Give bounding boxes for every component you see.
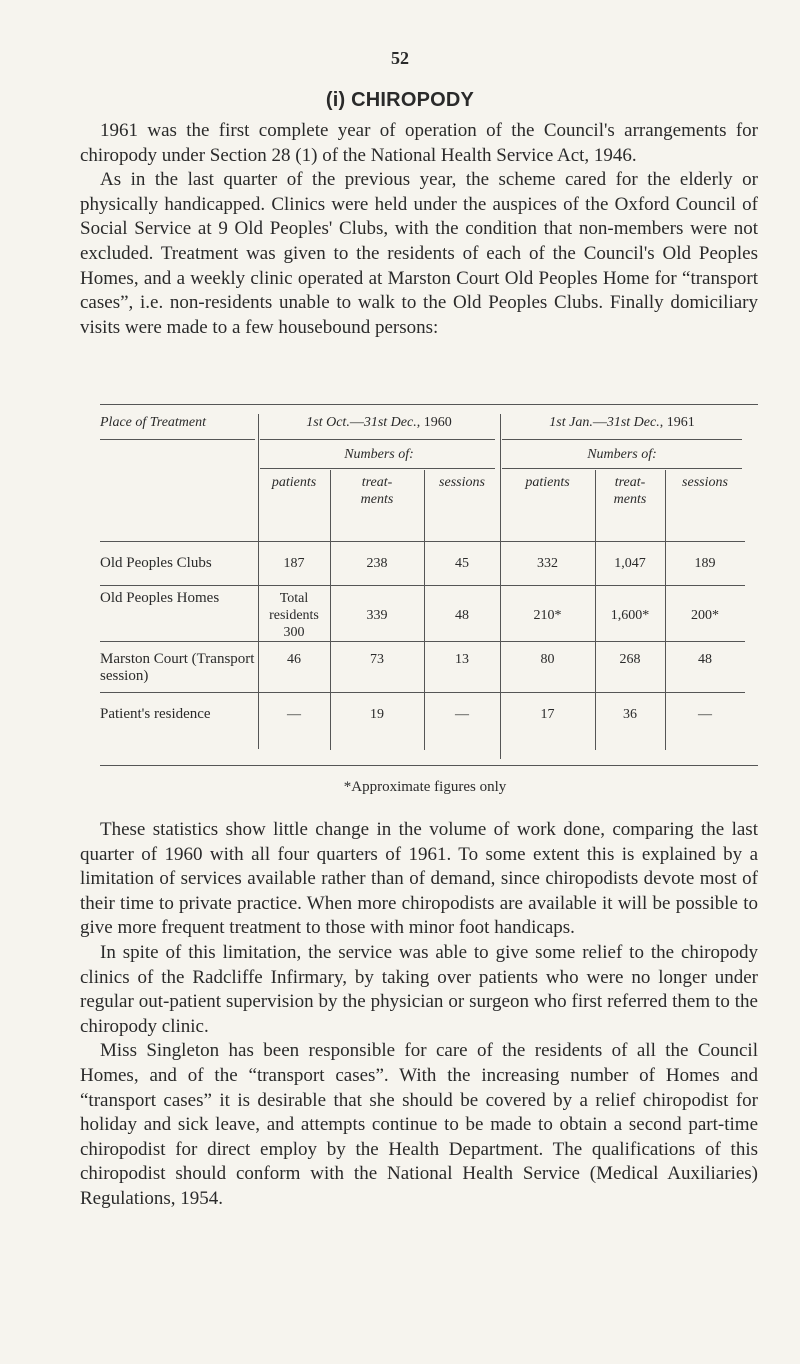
paragraph: 1961 was the first complete year of operation of the Council's arrangements for chiropody under Section 28 (1) of the National Health Service Act, 1946.: [80, 120, 758, 166]
table-cell: 45: [455, 556, 469, 571]
table-cell: 210*: [533, 608, 562, 623]
table-cell: 19: [370, 707, 384, 722]
paragraph: As in the last quarter of the previous year, the scheme cared for the elderly or physically handicapped. Clinics were held under the auspices of the Oxford Council of Social Service at 9 Old Peoples' Clubs, with the condition that non-members were not excluded. Treatment was given to the residents of each of the Council's Old Peoples Homes, and a weekly clinic operated at Marston Court Old Peoples Home for “transport cases”, i.e. non-residents unable to walk to the Old Peoples Clubs. Finally domiciliary visits were made to a few housebound persons:: [80, 169, 758, 338]
column-header: treat- ments: [613, 475, 647, 507]
section-heading: (i) CHIROPODY: [325, 89, 475, 111]
table-cell: —: [698, 707, 712, 722]
page-number: 52: [391, 48, 409, 68]
numbers-of-1960: Numbers of:: [344, 447, 414, 462]
paragraph: These statistics show little change in the volume of work done, comparing the last quarter of 1960 with all four quarters of 1961. To some extent this is explained by a limitation of services available rather than of demand, since chiropodists devote most of their time to private practice. When more chiropodists are available it will be possible to give more frequent treatment to those with minor foot handicaps.: [80, 819, 758, 939]
table-cell: 46: [287, 652, 301, 667]
table-cell: 238: [366, 556, 388, 571]
table-cell: 48: [698, 652, 712, 667]
row-place: Patient's residence: [100, 706, 211, 722]
row-place: Old Peoples Clubs: [100, 555, 212, 571]
paragraph: Miss Singleton has been responsible for care of the residents of all the Council Homes, and of the “transport cases”. With the increasing number of Homes and “transport cases” it is desirable that she should be covered by a relief chiropodist for holiday and sick leave, and attempts continue to be made to obtain a second part-time chiropodist for direct employ by the Health Department. The qualifications of this chiropodist should conform with the National Health Service (Medical Auxiliaries) Regulations, 1954.: [80, 1040, 758, 1209]
body-text: [80, 818, 758, 1212]
table-cell: 339: [366, 608, 388, 623]
table-cell: 268: [619, 652, 641, 667]
table-cell: 332: [537, 556, 558, 571]
table-cell: 73: [370, 652, 384, 667]
column-header: sessions: [682, 475, 728, 490]
period-1960-header: 1st Oct.—31st Dec., 1960: [306, 415, 452, 430]
column-header: patients: [271, 475, 317, 490]
table-cell: 13: [455, 652, 469, 667]
row-place: Old Peoples Homes: [100, 590, 220, 606]
numbers-of-1961: Numbers of:: [587, 447, 657, 462]
table-cell: 17: [540, 707, 555, 722]
place-header: Place of Treatment: [100, 415, 207, 430]
period-1961-header: 1st Jan.—31st Dec., 1961: [549, 415, 695, 430]
intro-text: [80, 119, 758, 340]
column-header: patients: [525, 475, 570, 490]
table-cell: 200*: [691, 608, 719, 623]
table-cell: 36: [623, 707, 637, 722]
table-cell: 48: [455, 608, 469, 623]
table-cell: 189: [694, 556, 716, 571]
column-header: sessions: [439, 475, 485, 490]
row-place: Marston Court (Transport session): [100, 651, 255, 684]
table-cell: 80: [540, 652, 555, 667]
table-cell: 1,600*: [610, 608, 650, 623]
column-header: treat- ments: [360, 475, 394, 507]
table-cell: 1,047: [614, 556, 646, 571]
footnote: *Approximate figures only: [343, 779, 507, 795]
table-cell: —: [287, 707, 301, 722]
table-cell: Total residents 300: [269, 591, 319, 640]
table-cell: —: [455, 707, 469, 722]
paragraph: In spite of this limitation, the service was able to give some relief to the chiropody clinics of the Radcliffe Infirmary, by taking over patients who were no longer under regular out-patient supervision by the physician or surgeon who first referred them to the chiropody clinic.: [80, 941, 758, 1037]
table-cell: 187: [283, 556, 305, 571]
